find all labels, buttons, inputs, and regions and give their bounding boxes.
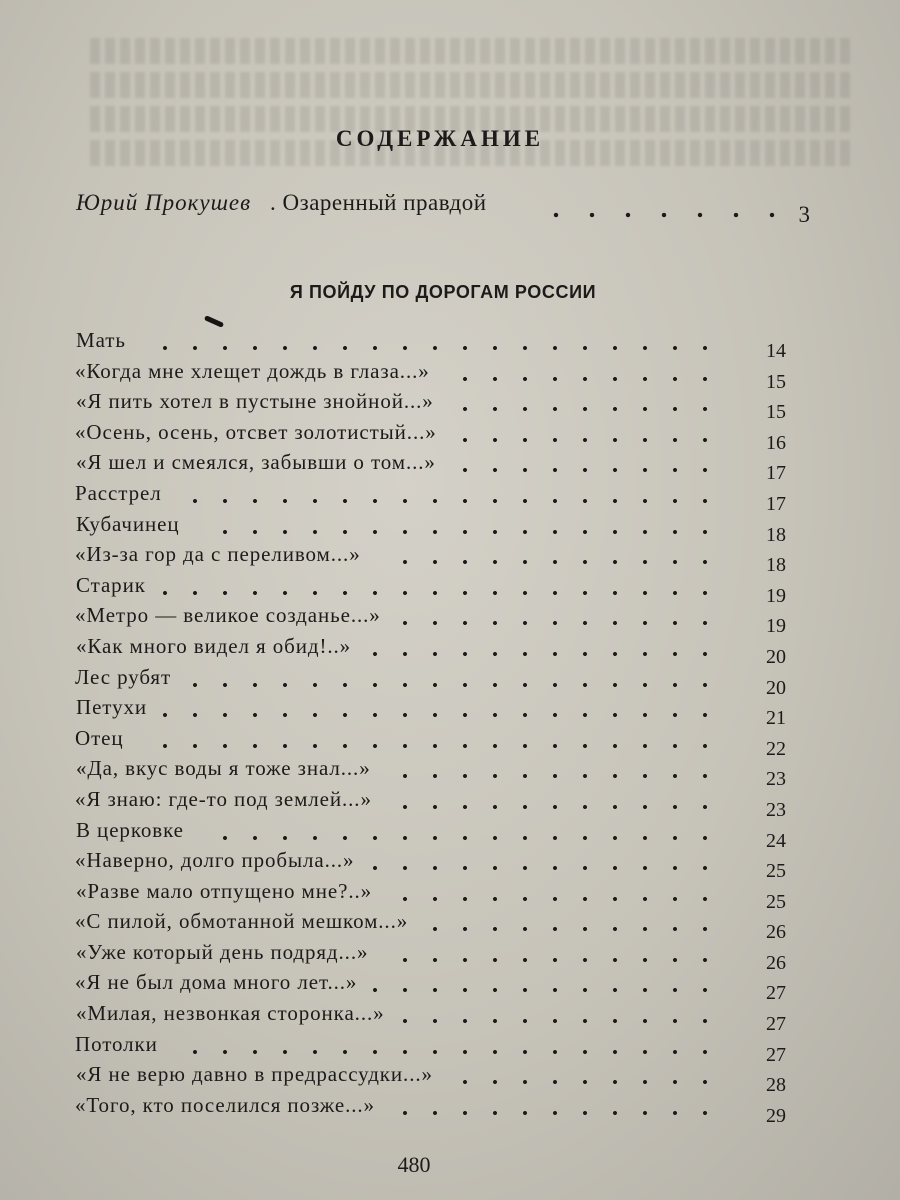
dot-leader bbox=[158, 328, 728, 352]
entry-page-number: 27 bbox=[766, 1013, 786, 1036]
dot-leader bbox=[188, 1032, 728, 1056]
toc-entry bbox=[76, 938, 786, 974]
entry-page-number: 25 bbox=[766, 860, 786, 883]
entry-page-number: 26 bbox=[766, 951, 786, 974]
toc-entry bbox=[75, 479, 786, 515]
entry-title: Потолки bbox=[75, 1031, 158, 1056]
toc-entry bbox=[76, 877, 786, 913]
dot-leader bbox=[368, 848, 728, 872]
entry-page-number: 18 bbox=[766, 554, 786, 577]
dot-leader bbox=[368, 970, 728, 994]
dot-leader bbox=[398, 787, 728, 811]
dot-leader bbox=[458, 450, 728, 474]
entry-title: «Разве мало отпущено мне?..» bbox=[76, 878, 373, 903]
entry-page-number: 14 bbox=[766, 340, 786, 362]
toc-entry bbox=[75, 785, 786, 821]
dot-leader bbox=[398, 879, 728, 903]
dot-leader bbox=[188, 665, 728, 689]
show-through-text bbox=[90, 38, 850, 178]
toc-entry bbox=[75, 540, 786, 577]
toc-entry bbox=[75, 724, 786, 760]
entry-title: Кубачинец bbox=[76, 511, 180, 536]
entry-page-number: 26 bbox=[766, 921, 786, 944]
toc-entry bbox=[75, 968, 786, 1005]
dot-leader bbox=[458, 389, 728, 413]
entry-page-number: 17 bbox=[766, 492, 786, 515]
entry-title: «Метро — великое созданье...» bbox=[75, 603, 381, 628]
entry-title: «Как много видел я обид!..» bbox=[76, 633, 352, 658]
entry-title: Отец bbox=[75, 725, 124, 750]
section-heading: Я ПОЙДУ ПО ДОРОГАМ РОССИИ bbox=[289, 282, 597, 302]
entry-page-number: 21 bbox=[766, 707, 786, 730]
toc-entry bbox=[76, 448, 786, 485]
toc-entry bbox=[76, 999, 786, 1036]
toc-entry bbox=[76, 632, 786, 668]
dot-leader bbox=[368, 634, 728, 658]
toc-entry bbox=[76, 1060, 786, 1097]
toc-entry bbox=[76, 693, 786, 730]
toc-entry bbox=[76, 571, 786, 607]
toc-entry bbox=[75, 907, 786, 944]
dot-leader bbox=[398, 756, 728, 780]
dot-leader bbox=[158, 573, 728, 597]
intro-author: Юрий Прокушев bbox=[76, 190, 252, 215]
toc-entry bbox=[75, 418, 786, 454]
dot-leader bbox=[398, 1001, 728, 1025]
intro-title: . Озаренный правдой bbox=[270, 190, 487, 215]
entry-title: «Осень, осень, отсвет золотистый...» bbox=[75, 419, 437, 444]
entry-page-number: 15 bbox=[766, 401, 786, 424]
entry-title: Петухи bbox=[76, 695, 148, 720]
entry-page-number: 24 bbox=[766, 829, 786, 852]
dot-leader bbox=[458, 1062, 728, 1086]
toc-entry bbox=[76, 510, 786, 546]
entry-page-number: 28 bbox=[766, 1074, 786, 1097]
dot-leader bbox=[398, 542, 728, 566]
entry-title: «Из-за гор да с переливом...» bbox=[75, 542, 361, 567]
intro-page-number: 3 bbox=[798, 202, 810, 227]
entry-page-number: 23 bbox=[766, 798, 786, 821]
dot-leader bbox=[528, 194, 788, 220]
entry-page-number: 23 bbox=[766, 768, 786, 791]
entry-title: «Наверно, долго пробыла...» bbox=[75, 848, 355, 873]
entry-title: Расстрел bbox=[75, 480, 162, 505]
entry-page-number: 20 bbox=[766, 645, 786, 668]
contents-heading: СОДЕРЖАНИЕ bbox=[335, 126, 545, 151]
entry-page-number: 20 bbox=[766, 676, 786, 699]
toc-entry bbox=[75, 1091, 786, 1127]
entry-title: «Я не был дома много лет...» bbox=[75, 970, 358, 995]
entry-title: В церковке bbox=[76, 817, 184, 842]
entry-page-number: 29 bbox=[766, 1104, 786, 1127]
entry-page-number: 27 bbox=[766, 982, 786, 1005]
entry-title: Старик bbox=[76, 572, 146, 597]
entry-title: Мать bbox=[76, 328, 126, 352]
entry-page-number: 16 bbox=[766, 431, 786, 454]
entry-page-number: 19 bbox=[766, 615, 786, 638]
dot-leader bbox=[458, 420, 728, 444]
dot-leader bbox=[398, 1093, 728, 1117]
toc-entry bbox=[75, 601, 786, 638]
toc-entry bbox=[75, 663, 786, 699]
entry-page-number: 15 bbox=[766, 370, 786, 393]
dot-leader bbox=[158, 726, 728, 750]
toc-entry bbox=[76, 816, 786, 852]
toc-entry bbox=[75, 1030, 786, 1066]
entry-title: «Того, кто поселился позже...» bbox=[75, 1092, 375, 1117]
entry-title: Лес рубят bbox=[75, 664, 172, 689]
entry-title: «Я шел и смеялся, забывши о том...» bbox=[76, 450, 436, 475]
entry-title: «Я знаю: где-то под землей...» bbox=[75, 786, 372, 811]
toc-entry bbox=[76, 754, 786, 791]
toc-entry bbox=[76, 326, 786, 362]
entry-title: «С пилой, обмотанной мешком...» bbox=[75, 909, 409, 934]
dot-leader bbox=[218, 818, 728, 842]
entry-page-number: 22 bbox=[766, 737, 786, 760]
intro-entry bbox=[76, 190, 810, 226]
entry-page-number: 18 bbox=[766, 523, 786, 546]
entry-title: «Когда мне хлещет дождь в глаза...» bbox=[75, 358, 430, 383]
dot-leader bbox=[398, 940, 728, 964]
entry-page-number: 17 bbox=[766, 462, 786, 485]
entry-page-number: 19 bbox=[766, 584, 786, 607]
dot-leader bbox=[458, 359, 728, 383]
dot-leader bbox=[218, 512, 728, 536]
toc-entry bbox=[75, 846, 786, 883]
entry-title: «Уже который день подряд...» bbox=[76, 939, 369, 964]
contents-list bbox=[75, 326, 786, 1127]
dot-leader bbox=[428, 909, 728, 933]
entry-page-number: 27 bbox=[766, 1043, 786, 1066]
entry-title: «Да, вкус воды я тоже знал...» bbox=[76, 756, 371, 781]
toc-entry bbox=[75, 357, 786, 393]
toc-entry bbox=[76, 387, 786, 424]
entry-title: «Я пить хотел в пустыне знойной...» bbox=[76, 389, 434, 414]
entry-title: «Я не верю давно в предрассудки...» bbox=[76, 1062, 433, 1087]
page-number: 480 bbox=[397, 1152, 431, 1177]
dot-leader bbox=[188, 481, 728, 505]
entry-title: «Милая, незвонкая сторонка...» bbox=[76, 1001, 385, 1026]
dot-leader bbox=[158, 695, 728, 719]
dot-leader bbox=[398, 603, 728, 627]
entry-page-number: 25 bbox=[766, 890, 786, 913]
